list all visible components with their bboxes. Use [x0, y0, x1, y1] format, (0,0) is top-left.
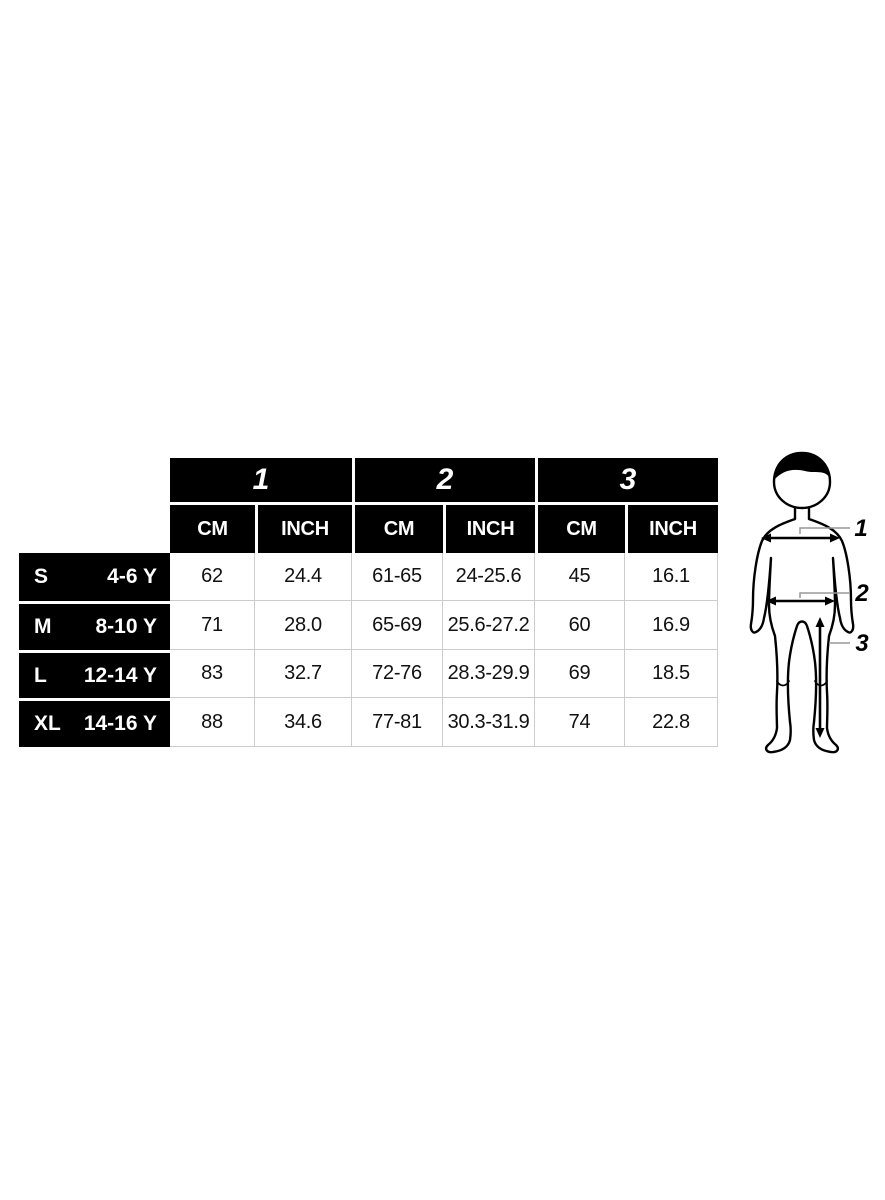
unit-header-cm-3: CM — [535, 505, 625, 553]
data-cell: 16.1 — [625, 553, 718, 601]
data-cell: 28.3-29.9 — [443, 650, 535, 698]
measure-label-3: 3 — [855, 630, 869, 657]
size-label-cell-l — [19, 650, 170, 698]
data-cell: 88 — [170, 698, 255, 747]
corner-spacer — [19, 458, 170, 553]
data-cell: 69 — [535, 650, 625, 698]
body-outline — [751, 503, 853, 752]
data-cell: 25.6-27.2 — [443, 601, 535, 650]
data-cell: 77-81 — [352, 698, 443, 747]
data-cell: 65-69 — [352, 601, 443, 650]
data-cell: 45 — [535, 553, 625, 601]
data-cell: 32.7 — [255, 650, 352, 698]
data-cell: 24-25.6 — [443, 553, 535, 601]
size-label-cell-s — [19, 553, 170, 601]
group-header-3: 3 — [535, 458, 718, 505]
data-cell: 28.0 — [255, 601, 352, 650]
data-cell: 24.4 — [255, 553, 352, 601]
data-cell: 18.5 — [625, 650, 718, 698]
age-label: 14-16 Y — [83, 712, 157, 735]
data-cell: 72-76 — [352, 650, 443, 698]
unit-header-inch-2: INCH — [443, 505, 535, 553]
size-label: M — [34, 615, 52, 638]
unit-header-inch-1: INCH — [255, 505, 352, 553]
size-chart-table — [19, 458, 718, 747]
size-label: S — [34, 565, 49, 588]
age-label: 4-6 Y — [107, 565, 157, 588]
unit-header-cm-2: CM — [352, 505, 443, 553]
measure-label-2: 2 — [855, 580, 869, 607]
data-cell: 83 — [170, 650, 255, 698]
age-label: 8-10 Y — [95, 615, 157, 638]
size-label-cell-xl — [19, 698, 170, 747]
unit-header-inch-3: INCH — [625, 505, 718, 553]
data-cell: 34.6 — [255, 698, 352, 747]
data-cell: 16.9 — [625, 601, 718, 650]
group-header-1: 1 — [170, 458, 352, 505]
group-header-2: 2 — [352, 458, 535, 505]
measure-label-1: 1 — [854, 515, 868, 542]
data-cell: 30.3-31.9 — [443, 698, 535, 747]
size-label-cell-m — [19, 601, 170, 650]
data-cell: 22.8 — [625, 698, 718, 747]
unit-header-cm-1: CM — [170, 505, 255, 553]
data-cell: 74 — [535, 698, 625, 747]
age-label: 12-14 Y — [83, 663, 157, 687]
size-label: L — [34, 663, 47, 687]
data-cell: 60 — [535, 601, 625, 650]
size-label: XL — [34, 712, 61, 735]
data-cell: 62 — [170, 553, 255, 601]
data-cell: 61-65 — [352, 553, 443, 601]
child-figure-diagram — [740, 440, 885, 770]
data-cell: 71 — [170, 601, 255, 650]
